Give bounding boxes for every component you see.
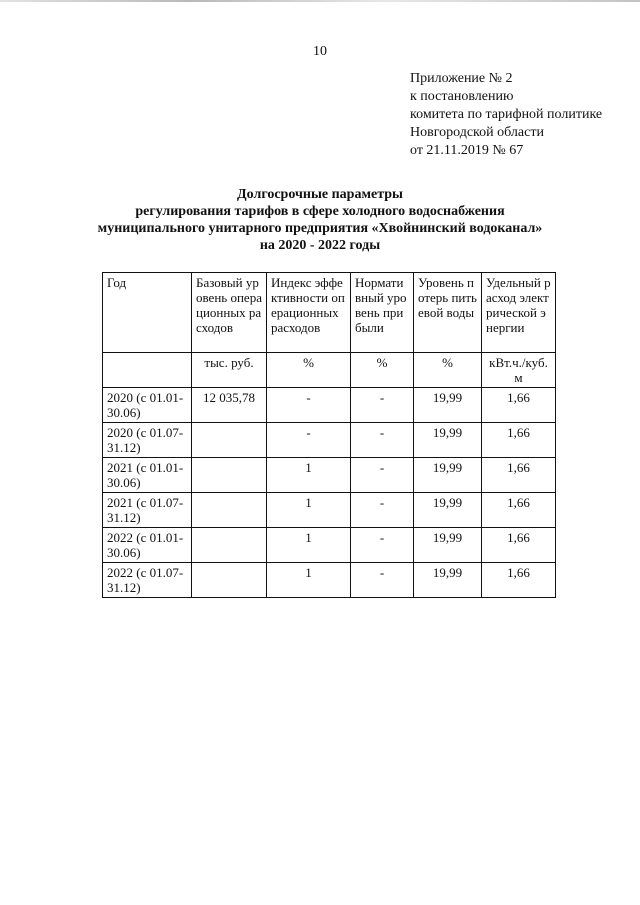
cell-year: 2020 (с 01.07-31.12) [103,423,192,458]
cell-energy: 1,66 [482,563,556,598]
table-row [103,493,556,528]
table-row [103,388,556,423]
header-energy-consumption: Удельный расход электрической энергии [482,273,556,353]
cell-base-opex [192,493,267,528]
cell-efficiency-index: 1 [267,458,351,493]
document-title [0,186,640,254]
title-line: муниципального унитарного предприятия «Хвойнинский водоканал» [97,221,543,236]
cell-base-opex [192,458,267,493]
scan-edge-line [0,0,640,2]
title-line: на 2020 - 2022 годы [259,238,381,253]
header-water-loss: Уровень потерь питьевой воды [414,273,482,353]
cell-year: 2021 (с 01.01-30.06) [103,458,192,493]
cell-water-loss: 19,99 [414,423,482,458]
cell-energy: 1,66 [482,458,556,493]
cell-water-loss: 19,99 [414,388,482,423]
cell-profit-level: - [351,388,414,423]
cell-year: 2022 (с 01.07-31.12) [103,563,192,598]
cell-energy: 1,66 [482,493,556,528]
table-row [103,528,556,563]
cell-energy: 1,66 [482,388,556,423]
parameters-table [102,272,556,598]
cell-profit-level: - [351,563,414,598]
cell-energy: 1,66 [482,423,556,458]
appendix-line: Приложение № 2 [410,71,513,86]
table-header-row [103,273,556,353]
cell-profit-level: - [351,528,414,563]
header-efficiency-index: Индекс эффективности операционных расходов [267,273,351,353]
title-line: Долгосрочные параметры [237,187,403,202]
header-year: Год [103,273,192,353]
cell-year: 2021 (с 01.07-31.12) [103,493,192,528]
header-base-opex: Базовый уровень операционных расходов [192,273,267,353]
cell-year: 2020 (с 01.01-30.06) [103,388,192,423]
cell-efficiency-index: 1 [267,528,351,563]
page-number: 10 [313,44,327,59]
table-row [103,423,556,458]
appendix-line: Новгородской области [410,125,544,140]
cell-energy: 1,66 [482,528,556,563]
cell-efficiency-index: - [267,388,351,423]
unit-cell [103,353,192,388]
unit-cell: тыс. руб. [192,353,267,388]
cell-water-loss: 19,99 [414,493,482,528]
cell-base-opex [192,423,267,458]
table-row [103,458,556,493]
cell-base-opex: 12 035,78 [192,388,267,423]
appendix-line: комитета по тарифной политике [410,107,603,122]
cell-base-opex [192,528,267,563]
unit-cell: % [267,353,351,388]
cell-water-loss: 19,99 [414,458,482,493]
cell-profit-level: - [351,423,414,458]
appendix-line: к постановлению [410,89,514,104]
cell-efficiency-index: - [267,423,351,458]
appendix-block [410,70,602,160]
header-profit-level: Нормативный уровень прибыли [351,273,414,353]
title-line: регулирования тарифов в сфере холодного водоснабжения [135,204,505,219]
cell-base-opex [192,563,267,598]
cell-profit-level: - [351,493,414,528]
cell-profit-level: - [351,458,414,493]
cell-efficiency-index: 1 [267,563,351,598]
unit-cell: % [351,353,414,388]
table-row [103,563,556,598]
cell-water-loss: 19,99 [414,563,482,598]
cell-efficiency-index: 1 [267,493,351,528]
unit-cell: % [414,353,482,388]
table-units-row [103,353,556,388]
appendix-line: от 21.11.2019 № 67 [410,143,524,158]
cell-water-loss: 19,99 [414,528,482,563]
cell-year: 2022 (с 01.01-30.06) [103,528,192,563]
unit-cell: кВт.ч./куб. м [482,353,556,388]
